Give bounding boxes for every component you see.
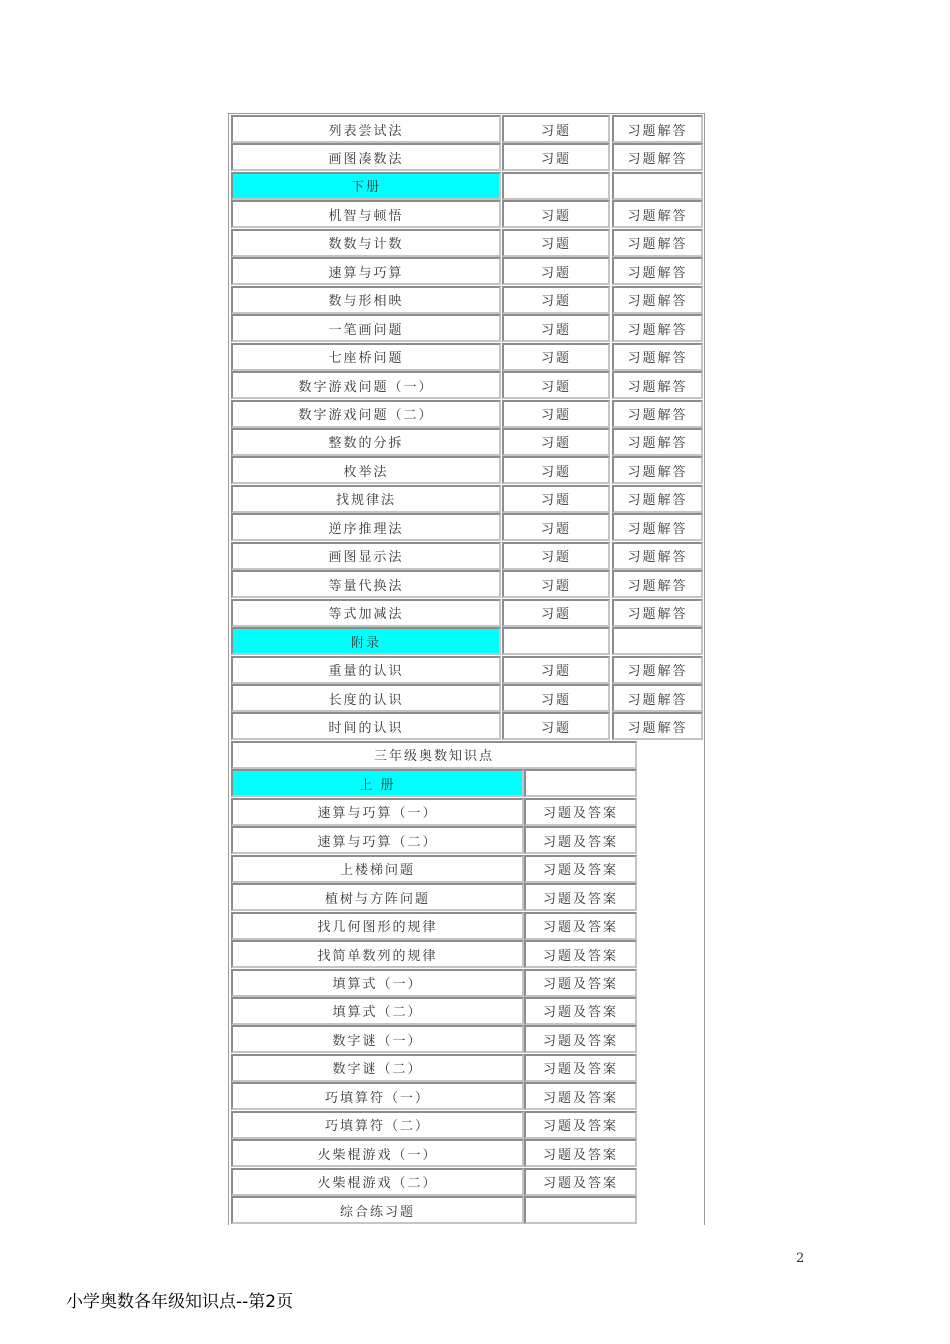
topic-title: 填算式（一） xyxy=(231,969,524,997)
solution-link[interactable]: 习题解答 xyxy=(612,371,703,399)
grade-heading: 三年级奥数知识点 xyxy=(231,741,637,769)
exercise-link[interactable]: 习题 xyxy=(502,542,610,570)
table-left-border xyxy=(228,113,229,1225)
exercise-link[interactable]: 习题 xyxy=(502,314,610,342)
topic-title: 一笔画问题 xyxy=(231,314,501,342)
topic-title: 数字谜（二） xyxy=(231,1054,524,1082)
topic-title: 找规律法 xyxy=(231,485,501,513)
answers-link[interactable]: 习题及答案 xyxy=(524,912,637,940)
exercise-link[interactable]: 习题 xyxy=(502,200,610,228)
solution-link[interactable]: 习题解答 xyxy=(612,570,703,598)
exercise-link[interactable]: 习题 xyxy=(502,485,610,513)
solution-link[interactable]: 习题解答 xyxy=(612,456,703,484)
topic-title: 数字游戏问题（一） xyxy=(231,371,501,399)
answers-link[interactable]: 习题及答案 xyxy=(524,826,637,854)
solution-link[interactable]: 习题解答 xyxy=(612,200,703,228)
empty-cell xyxy=(612,627,703,655)
answers-link[interactable]: 习题及答案 xyxy=(524,969,637,997)
topic-title: 逆序推理法 xyxy=(231,513,501,541)
topic-title: 时间的认识 xyxy=(231,712,501,740)
solution-link[interactable]: 习题解答 xyxy=(612,314,703,342)
topic-title: 找几何图形的规律 xyxy=(231,912,524,940)
exercise-link[interactable]: 习题 xyxy=(502,570,610,598)
section-title: 上 册 xyxy=(231,769,524,797)
topic-title: 火柴棍游戏（一） xyxy=(231,1139,524,1167)
answers-link[interactable]: 习题及答案 xyxy=(524,997,637,1025)
exercise-link[interactable]: 习题 xyxy=(502,656,610,684)
exercise-link[interactable]: 习题 xyxy=(502,684,610,712)
topic-title: 数字游戏问题（二） xyxy=(231,400,501,428)
solution-link[interactable]: 习题解答 xyxy=(612,400,703,428)
topic-title: 速算与巧算（一） xyxy=(231,798,524,826)
page-footer: 小学奥数各年级知识点--第2页 xyxy=(66,1292,294,1312)
answers-link[interactable]: 习题及答案 xyxy=(524,798,637,826)
topic-title: 枚举法 xyxy=(231,456,501,484)
exercise-link[interactable]: 习题 xyxy=(502,343,610,371)
topic-title: 等式加减法 xyxy=(231,599,501,627)
section-title: 附录 xyxy=(231,627,501,655)
empty-cell xyxy=(524,769,637,797)
exercise-link[interactable]: 习题 xyxy=(502,286,610,314)
exercise-link[interactable]: 习题 xyxy=(502,115,610,143)
topic-title: 画图显示法 xyxy=(231,542,501,570)
solution-link[interactable]: 习题解答 xyxy=(612,513,703,541)
topic-title: 列表尝试法 xyxy=(231,115,501,143)
exercise-link[interactable]: 习题 xyxy=(502,428,610,456)
solution-link[interactable]: 习题解答 xyxy=(612,712,703,740)
exercise-link[interactable]: 习题 xyxy=(502,400,610,428)
answers-link[interactable]: 习题及答案 xyxy=(524,940,637,968)
answers-link[interactable]: 习题及答案 xyxy=(524,883,637,911)
topic-title: 植树与方阵问题 xyxy=(231,883,524,911)
answers-link[interactable]: 习题及答案 xyxy=(524,1168,637,1196)
topic-title: 综合练习题 xyxy=(231,1196,524,1224)
solution-link[interactable]: 习题解答 xyxy=(612,599,703,627)
topic-title: 速算与巧算（二） xyxy=(231,826,524,854)
solution-link[interactable]: 习题解答 xyxy=(612,485,703,513)
empty-cell xyxy=(502,172,610,200)
topic-title: 找简单数列的规律 xyxy=(231,940,524,968)
topic-title: 速算与巧算 xyxy=(231,257,501,285)
exercise-link[interactable]: 习题 xyxy=(502,712,610,740)
topic-title: 重量的认识 xyxy=(231,656,501,684)
topic-title: 巧填算符（一） xyxy=(231,1082,524,1110)
answers-link[interactable]: 习题及答案 xyxy=(524,1025,637,1053)
solution-link[interactable]: 习题解答 xyxy=(612,542,703,570)
exercise-link[interactable]: 习题 xyxy=(502,371,610,399)
empty-cell xyxy=(524,1196,637,1224)
answers-link[interactable]: 习题及答案 xyxy=(524,1139,637,1167)
topic-title: 七座桥问题 xyxy=(231,343,501,371)
answers-link[interactable]: 习题及答案 xyxy=(524,1082,637,1110)
topic-title: 上楼梯问题 xyxy=(231,855,524,883)
topic-title: 等量代换法 xyxy=(231,570,501,598)
topic-title: 画图凑数法 xyxy=(231,143,501,171)
section-title: 下册 xyxy=(231,172,501,200)
solution-link[interactable]: 习题解答 xyxy=(612,229,703,257)
exercise-link[interactable]: 习题 xyxy=(502,257,610,285)
topic-title: 数与形相映 xyxy=(231,286,501,314)
table-right-border xyxy=(704,113,705,1225)
exercise-link[interactable]: 习题 xyxy=(502,143,610,171)
topic-title: 机智与顿悟 xyxy=(231,200,501,228)
exercise-link[interactable]: 习题 xyxy=(502,599,610,627)
solution-link[interactable]: 习题解答 xyxy=(612,656,703,684)
table-top-border xyxy=(228,113,705,114)
answers-link[interactable]: 习题及答案 xyxy=(524,855,637,883)
topic-title: 长度的认识 xyxy=(231,684,501,712)
solution-link[interactable]: 习题解答 xyxy=(612,428,703,456)
solution-link[interactable]: 习题解答 xyxy=(612,343,703,371)
topic-title: 填算式（二） xyxy=(231,997,524,1025)
solution-link[interactable]: 习题解答 xyxy=(612,143,703,171)
topic-title: 数数与计数 xyxy=(231,229,501,257)
solution-link[interactable]: 习题解答 xyxy=(612,257,703,285)
exercise-link[interactable]: 习题 xyxy=(502,229,610,257)
solution-link[interactable]: 习题解答 xyxy=(612,115,703,143)
solution-link[interactable]: 习题解答 xyxy=(612,286,703,314)
exercise-link[interactable]: 习题 xyxy=(502,456,610,484)
topic-title: 整数的分拆 xyxy=(231,428,501,456)
answers-link[interactable]: 习题及答案 xyxy=(524,1054,637,1082)
empty-cell xyxy=(612,172,703,200)
exercise-link[interactable]: 习题 xyxy=(502,513,610,541)
page-number: 2 xyxy=(796,1251,805,1266)
empty-cell xyxy=(502,627,610,655)
topic-title: 巧填算符（二） xyxy=(231,1111,524,1139)
topic-title: 数字谜（一） xyxy=(231,1025,524,1053)
solution-link[interactable]: 习题解答 xyxy=(612,684,703,712)
answers-link[interactable]: 习题及答案 xyxy=(524,1111,637,1139)
topic-title: 火柴棍游戏（二） xyxy=(231,1168,524,1196)
